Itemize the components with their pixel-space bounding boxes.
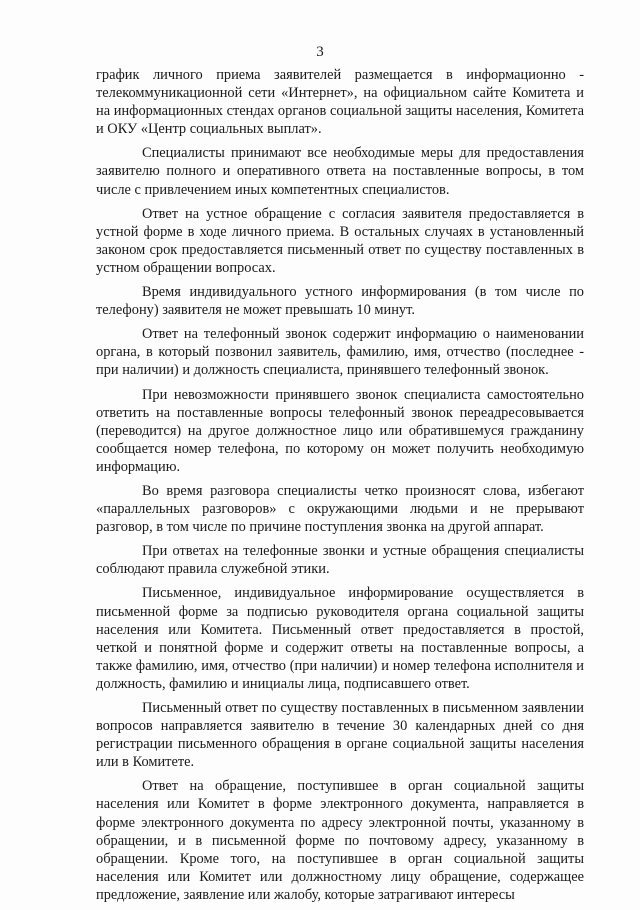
paragraph: Ответ на обращение, поступившее в орган социальной защиты населения или Комитет в форме электронного документа, направляется в форме электронного документа по адресу электронной почты, указанному в обращении, и в письменной форме по почтовому адресу, указанному в обращении. Кроме того, на поступившее в орган социальной защиты населения или Комитет или должностному лицу обращение, содержащее предложение, заявление или жалобу, которые затрагивают интересы	[96, 778, 584, 903]
paragraph: Ответ на телефонный звонок содержит информацию о наименовании органа, в который позвонил заявитель, фамилию, имя, отчество (последнее - при наличии) и должность специалиста, принявшего телефонный звонок.	[96, 326, 584, 379]
paragraph: При ответах на телефонные звонки и устные обращения специалисты соблюдают правила служебной этики.	[96, 543, 584, 578]
paragraph: Специалисты принимают все необходимые меры для предоставления заявителю полного и оперативного ответа на поставленные вопросы, в том числе с привлечением иных компетентных специалистов.	[96, 145, 584, 198]
paragraph: Письменный ответ по существу поставленных в письменном заявлении вопросов направляется заявителю в течение 30 календарных дней со дня регистрации письменного обращения в органе социальной защиты населения или в Комитете.	[96, 700, 584, 771]
paragraph: Во время разговора специалисты четко произносят слова, избегают «параллельных разговоров» с окружающими людьми и не прерывают разговор, в том числе по причине поступления звонка на другой аппарат.	[96, 482, 584, 536]
paragraph: Время индивидуального устного информирования (в том числе по телефону) заявителя не может превышать 10 минут.	[96, 284, 584, 319]
page-number: 3	[316, 44, 324, 60]
paragraph: При невозможности принявшего звонок специалиста самостоятельно ответить на поставленные вопросы телефонный звонок переадресовывается (переводится) на другое должностное лицо или обратившемуся гражданину сообщается номер телефона, по которому он может получить необходимую информацию.	[96, 386, 584, 475]
document-body	[96, 66, 584, 910]
paragraph: Ответ на устное обращение с согласия заявителя предоставляется в устной форме в ходе личного приема. В остальных случаях в установленный законом срок предоставляется письменный ответ по существу поставленных в устном обращении вопросах.	[96, 205, 584, 276]
paragraph: Письменное, индивидуальное информирование осуществляется в письменной форме за подписью руководителя органа социальной защиты населения или Комитета. Письменный ответ предоставляется в простой, четкой и понятной форме и содержит ответы на поставленные вопросы, а также фамилию, имя, отчество (при наличии) и номер телефона исполнителя и должность, фамилию и инициалы лица, подписавшего ответ.	[96, 585, 584, 692]
paragraph: график личного приема заявителей размещается в информационно - телекоммуникационной сети «Интернет», на официальном сайте Комитета и на информационных стендах органов социальной защиты населения, Комитета и ОКУ «Центр социальных выплат».	[96, 67, 584, 138]
